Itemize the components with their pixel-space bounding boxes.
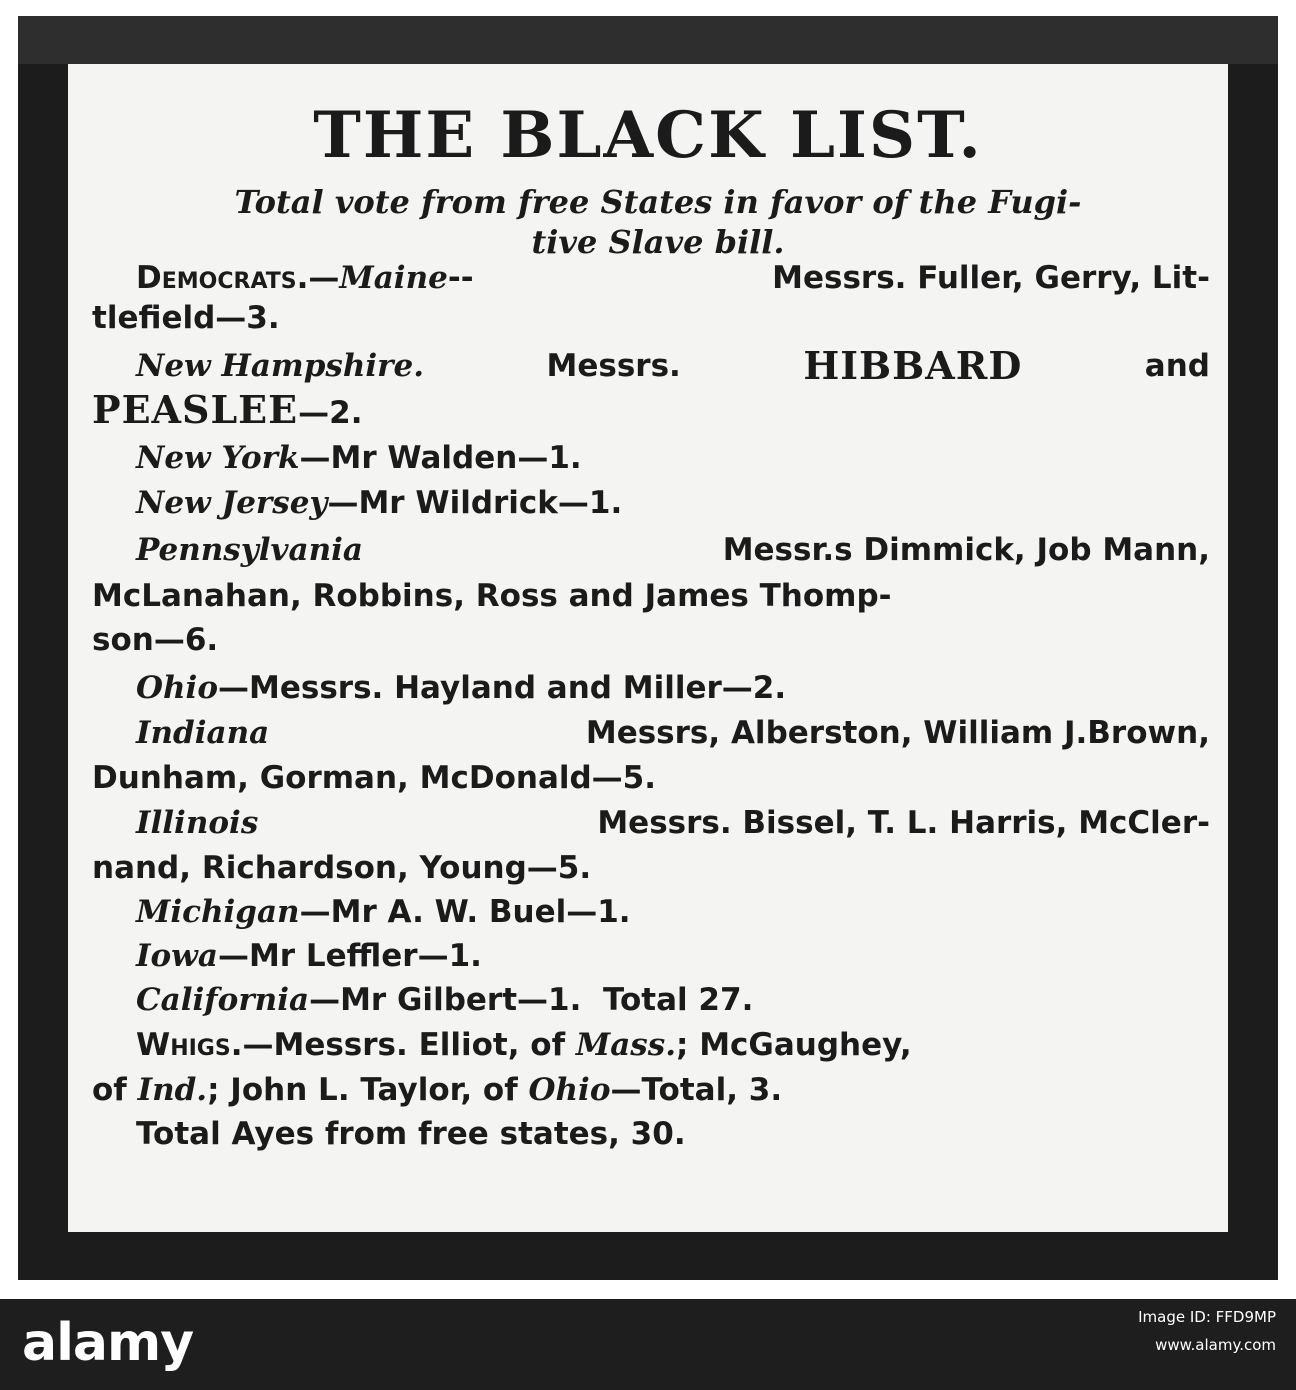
whigs-state-mass: Mass. [575, 1027, 676, 1063]
list-line-pennsylvania [92, 530, 1210, 570]
nj-members: Mr Wildrick—1. [358, 485, 623, 521]
democrats-heading: Democrats [136, 260, 297, 296]
state-label-illinois: Illinois [136, 805, 259, 841]
list-line-illinois [92, 803, 1210, 843]
document-title: THE BLACK LIST. [313, 98, 983, 173]
stock-url: www.alamy.com [1155, 1336, 1276, 1354]
alamy-logo: alamy [22, 1313, 194, 1373]
state-label-pennsylvania: Pennsylvania [136, 532, 364, 568]
state-label-ohio: Ohio [136, 670, 218, 706]
list-line-iowa: Iowa—Mr Leffler—1. [136, 938, 482, 974]
stock-image-info [1138, 1303, 1276, 1359]
image-id: Image ID: FFD9MP [1138, 1308, 1276, 1326]
list-line-new-hampshire [92, 343, 1210, 388]
indiana-members: Messrs, Alberston, William J.Brown, [585, 715, 1210, 751]
whigs-text-2: ; McGaughey, [676, 1027, 912, 1063]
newspaper-clipping [68, 64, 1228, 1232]
whigs-text-1: Messrs. Elliot, of [273, 1027, 566, 1063]
list-line-ohio: Ohio—Messrs. Hayland and Miller—2. [136, 670, 787, 706]
list-line-pennsylvania-cont-1: McLanahan, Robbins, Ross and James Thomp- [92, 578, 892, 614]
whigs-text-3: ; John L. Taylor, of [207, 1072, 518, 1108]
state-label-indiana: Indiana [136, 715, 270, 751]
list-line-democrats-maine: Democrats.—Maine-- Messrs. Fuller, Gerry, Lit- [136, 260, 1210, 296]
subtitle-line-1: Total vote from free States in favor of the Fugi- [234, 183, 1082, 221]
nh-count: —2. [298, 395, 363, 431]
ohio-members: Messrs. Hayland and Miller—2. [249, 670, 787, 706]
stock-footer-bar [0, 1299, 1296, 1390]
list-line-new-york: New York—Mr Walden—1. [136, 440, 582, 476]
michigan-members: Mr A. W. Buel—1. [330, 894, 631, 930]
democrats-total: Total 27. [602, 982, 754, 1018]
state-label-maine: Maine [339, 260, 448, 296]
list-line-indiana-cont: Dunham, Gorman, McDonald—5. [92, 760, 657, 796]
list-line-whigs: Whigs.—Messrs. Elliot, of Mass.; McGaughey, [136, 1027, 912, 1063]
black-border-frame [18, 16, 1278, 1280]
state-label-iowa: Iowa [136, 938, 218, 974]
list-line-indiana [92, 713, 1210, 753]
pa-members: Messr.s Dimmick, Job Mann, [722, 532, 1210, 568]
state-label-michigan: Michigan [136, 894, 300, 930]
whigs-total: —Total, 3. [610, 1072, 783, 1108]
california-members: Mr Gilbert—1. [340, 982, 582, 1018]
nh-name-hibbard: HIBBARD [803, 343, 1023, 388]
frame-bevel [18, 16, 1278, 64]
state-label-new-hampshire: New Hampshire. [136, 348, 425, 384]
list-line-california: California—Mr Gilbert—1. Total 27. [136, 982, 754, 1018]
iowa-members: Mr Leffler—1. [248, 938, 482, 974]
whigs-state-ohio: Ohio [528, 1072, 611, 1108]
subtitle-line-2: tive Slave bill. [531, 223, 785, 261]
whigs-state-ind: Ind. [137, 1072, 208, 1108]
list-line-peaslee [92, 387, 1210, 432]
list-line-michigan: Michigan—Mr A. W. Buel—1. [136, 894, 631, 930]
whigs-of: of [92, 1072, 127, 1108]
nh-messrs: Messrs. [546, 348, 681, 384]
list-line-maine-cont: tlefield—3. [92, 300, 280, 336]
list-line-whigs-cont [92, 1070, 1210, 1110]
state-label-new-jersey: New Jersey [136, 485, 328, 521]
list-line-illinois-cont: nand, Richardson, Young—5. [92, 850, 592, 886]
maine-members: Messrs. Fuller, Gerry, Lit- [772, 260, 1210, 296]
state-label-california: California [136, 982, 310, 1018]
document-subtitle [128, 182, 1188, 262]
ny-members: Mr Walden—1. [330, 440, 582, 476]
whigs-heading: Whigs [136, 1027, 231, 1063]
list-line-grand-total: Total Ayes from free states, 30. [136, 1116, 686, 1152]
nh-name-peaslee: PEASLEE [92, 387, 299, 432]
nh-and: and [1144, 348, 1210, 384]
illinois-members: Messrs. Bissel, T. L. Harris, McCler- [597, 805, 1210, 841]
list-line-pennsylvania-cont-2: son—6. [92, 622, 219, 658]
list-line-new-jersey: New Jersey—Mr Wildrick—1. [136, 485, 623, 521]
state-label-new-york: New York [136, 440, 300, 476]
